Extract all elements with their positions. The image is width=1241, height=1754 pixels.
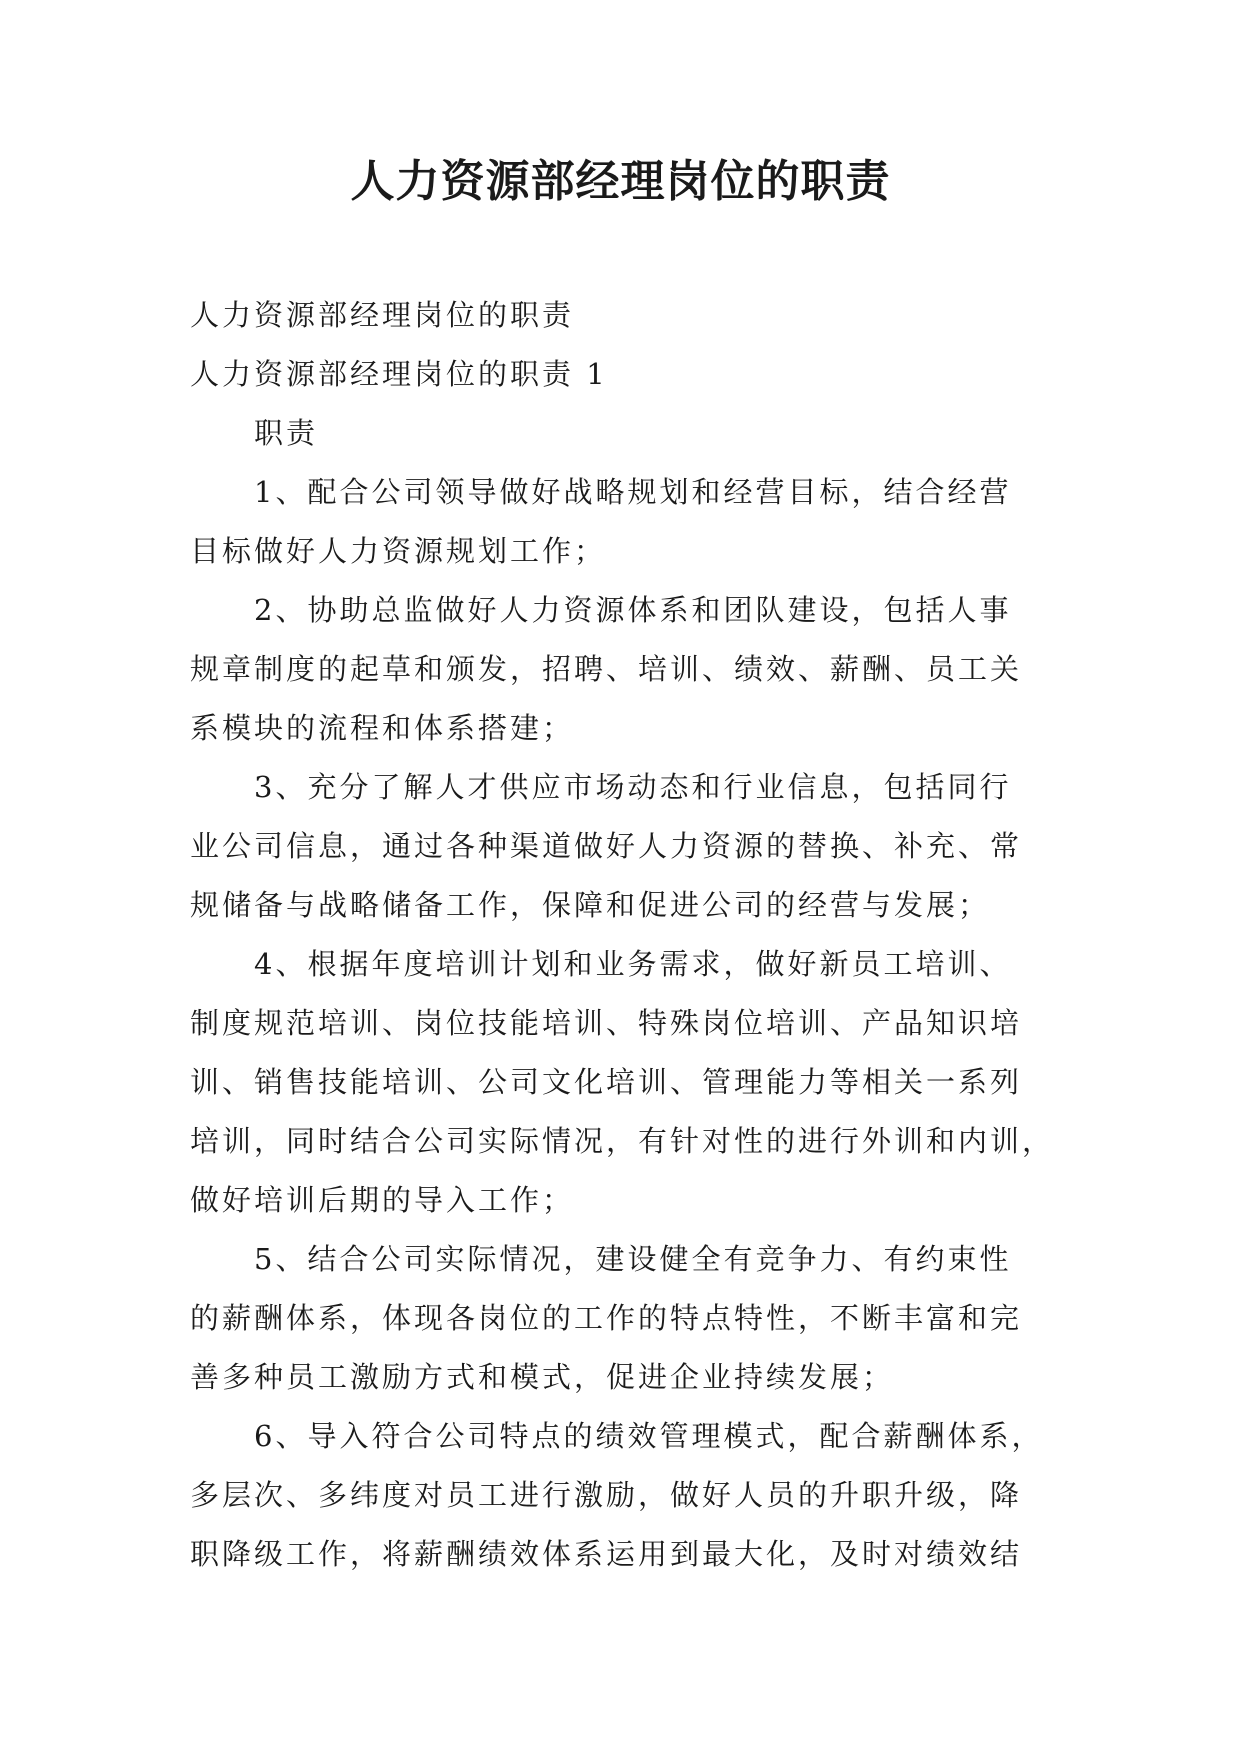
paragraph-line: 目标做好人力资源规划工作； (190, 534, 607, 568)
paragraph-line: 的薪酬体系，体现各岗位的工作的特点特性，不断丰富和完 (190, 1301, 1023, 1335)
paragraph-line: 2、协助总监做好人力资源体系和团队建设，包括人事 (254, 593, 1012, 627)
paragraph-line: 系模块的流程和体系搭建； (190, 711, 575, 745)
document-body (190, 286, 1055, 1584)
paragraph-line: 制度规范培训、岗位技能培训、特殊岗位培训、产品知识培 (190, 1006, 1023, 1040)
duties-heading: 职责 (254, 416, 319, 450)
paragraph-line: 善多种员工激励方式和模式，促进企业持续发展； (190, 1360, 895, 1394)
paragraph-line: 业公司信息，通过各种渠道做好人力资源的替换、补充、常 (190, 829, 1023, 863)
paragraph-line: 4、根据年度培训计划和业务需求，做好新员工培训、 (254, 947, 1012, 981)
paragraph-line: 训、销售技能培训、公司文化培训、管理能力等相关一系列 (190, 1065, 1023, 1099)
paragraph-line: 5、结合公司实际情况，建设健全有竞争力、有约束性 (254, 1242, 1012, 1276)
paragraph-line: 规章制度的起草和颁发，招聘、培训、绩效、薪酬、员工关 (190, 652, 1023, 686)
paragraph-line: 1、配合公司领导做好战略规划和经营目标，结合经营 (254, 475, 1012, 509)
paragraph-line: 3、充分了解人才供应市场动态和行业信息，包括同行 (254, 770, 1012, 804)
document-title: 人力资源部经理岗位的职责 (350, 156, 891, 207)
paragraph-line: 职降级工作，将薪酬绩效体系运用到最大化，及时对绩效结 (190, 1537, 1023, 1571)
paragraph-line: 培训，同时结合公司实际情况，有针对性的进行外训和内训， (190, 1124, 1055, 1158)
paragraph-line: 多层次、多纬度对员工进行激励，做好人员的升职升级，降 (190, 1478, 1023, 1512)
subtitle-line: 人力资源部经理岗位的职责 (190, 298, 575, 332)
paragraph-line: 6、导入符合公司特点的绩效管理模式，配合薪酬体系， (254, 1419, 1044, 1453)
section-heading: 人力资源部经理岗位的职责 1 (190, 357, 608, 391)
paragraph-line: 做好培训后期的导入工作； (190, 1183, 575, 1217)
paragraph-line: 规储备与战略储备工作，保障和促进公司的经营与发展； (190, 888, 991, 922)
